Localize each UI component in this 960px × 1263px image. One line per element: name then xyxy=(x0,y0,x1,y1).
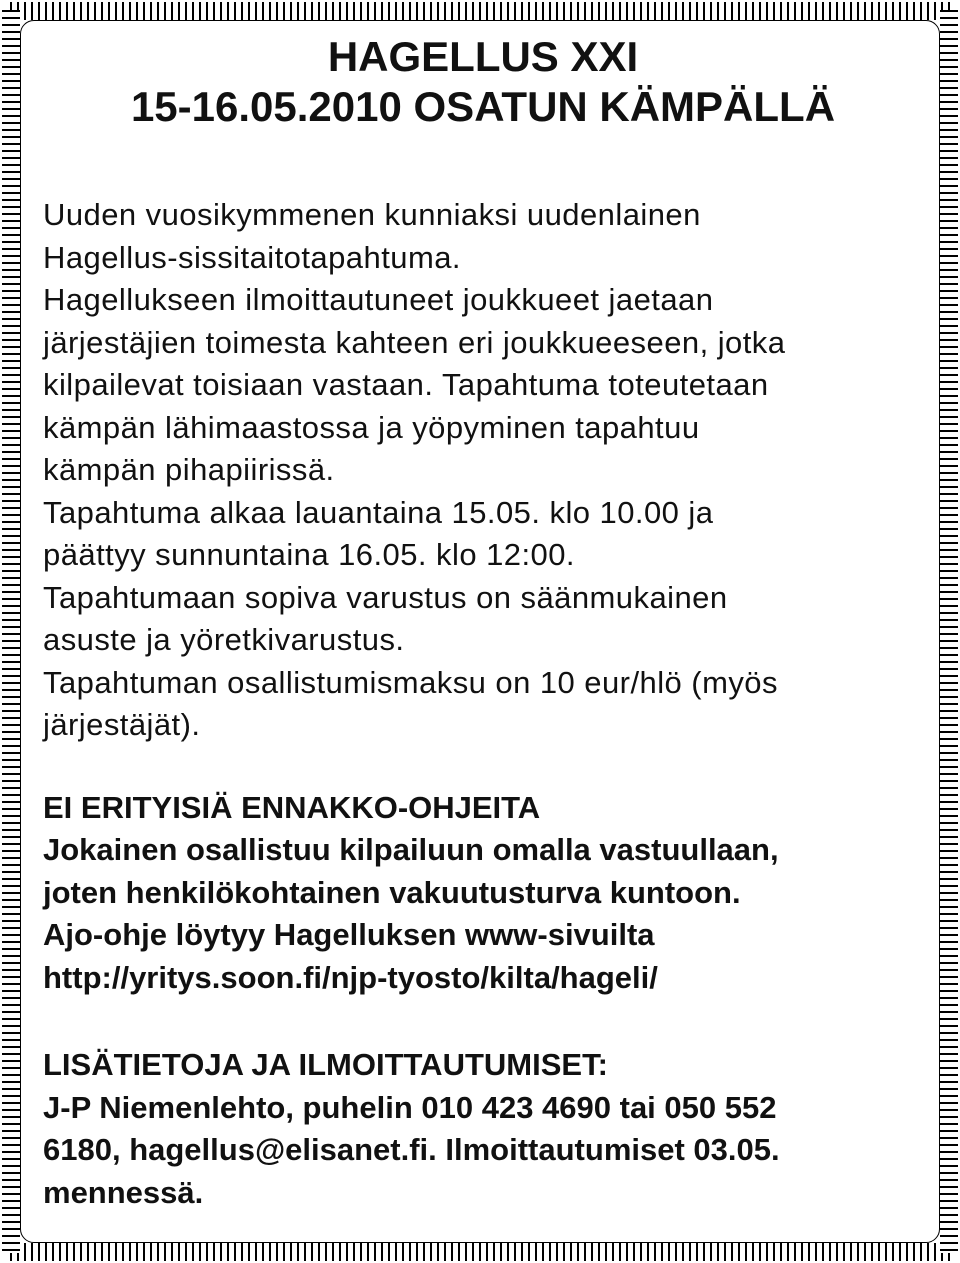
contact-section xyxy=(43,1044,923,1214)
description-line: Hagellukseen ilmoittautuneet joukkueet jaetaan xyxy=(43,282,714,317)
description-line: järjestäjien toimesta kahteen eri joukkueeseen, jotka xyxy=(43,324,786,360)
instructions-line: Ajo-ohje löytyy Hagelluksen www-sivuilta xyxy=(43,917,655,952)
description-line: Tapahtuman osallistumismaksu on 10 eur/hlö (myös xyxy=(43,664,778,700)
event-title: HAGELLUS XXI xyxy=(327,33,639,80)
contact-line: J-P Niemenlehto, puhelin 010 423 4690 tai 050 552 xyxy=(43,1089,777,1125)
description-line: asuste ja yöretkivarustus. xyxy=(43,622,405,657)
description-line: Hagellus-sissitaitotapahtuma. xyxy=(43,239,461,275)
description-line: Uuden vuosikymmenen kunniaksi uudenlainen xyxy=(43,197,701,232)
description-line: järjestäjät). xyxy=(43,707,201,742)
decorative-border-bottom xyxy=(10,1243,950,1261)
decorative-border-left xyxy=(2,10,20,1253)
website-url: http://yritys.soon.fi/njp-tyosto/kilta/hageli/ xyxy=(43,959,658,995)
instructions-line: Jokainen osallistuu kilpailuun omalla vastuullaan, xyxy=(43,832,779,867)
decorative-border-top xyxy=(10,2,950,20)
contact-line: mennessä. xyxy=(43,1174,204,1210)
description-line: Tapahtumaan sopiva varustus on säänmukainen xyxy=(43,579,728,615)
event-date-location: 15-16.05.2010 OSATUN KÄMPÄLLÄ xyxy=(130,83,836,130)
instructions-heading: EI ERITYISIÄ ENNAKKO-OHJEITA xyxy=(43,789,541,825)
instructions-line: joten henkilökohtainen vakuutusturva kuntoon. xyxy=(43,874,741,910)
decorative-border-right xyxy=(940,10,958,1253)
description-line: kilpailevat toisiaan vastaan. Tapahtuma toteutetaan xyxy=(43,367,769,402)
instructions-section xyxy=(43,787,923,1000)
description-line: kämpän lähimaastossa ja yöpyminen tapahtuu xyxy=(43,409,700,445)
description-line: kämpän pihapiirissä. xyxy=(43,452,335,487)
flyer-content xyxy=(43,30,923,1214)
description-line: päättyy sunnuntaina 16.05. klo 12:00. xyxy=(43,537,575,572)
contact-line: 6180, hagellus@elisanet.fi. Ilmoittautumiset 03.05. xyxy=(43,1132,780,1167)
event-description xyxy=(43,194,923,747)
contact-heading: LISÄTIETOJA JA ILMOITTAUTUMISET: xyxy=(43,1047,608,1082)
description-line: Tapahtuma alkaa lauantaina 15.05. klo 10.00 ja xyxy=(43,494,714,530)
